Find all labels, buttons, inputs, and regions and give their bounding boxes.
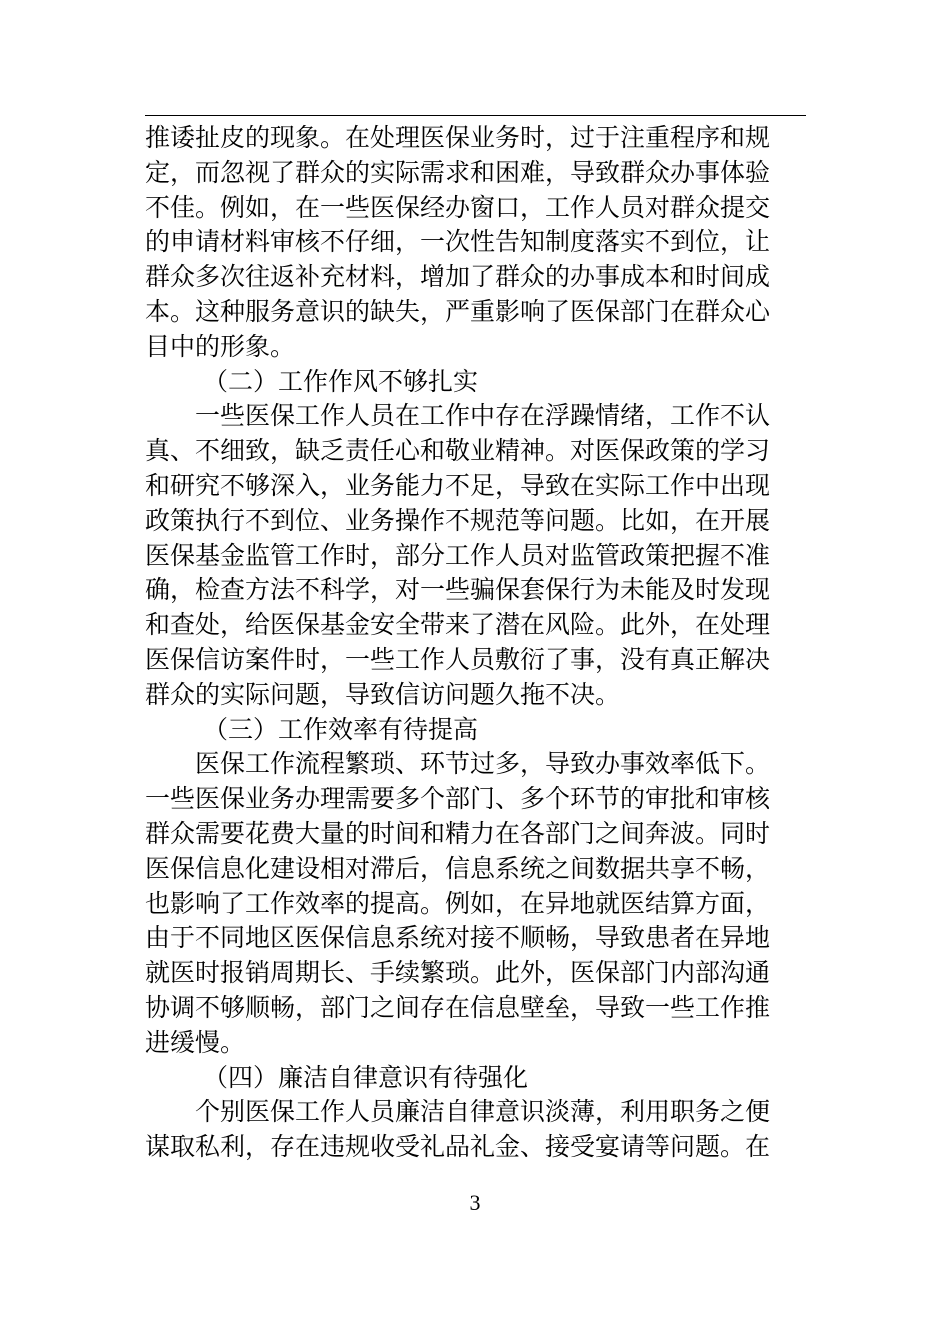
text-line: 目中的形象。	[145, 331, 296, 361]
text-line: 群众多次往返补充材料，增加了群众的办事成本和时间成	[145, 262, 771, 292]
text-line: 真、不细致，缺乏责任心和敬业精神。对医保政策的学习	[145, 436, 771, 466]
text-line: 医保信息化建设相对滞后，信息系统之间数据共享不畅，	[145, 853, 771, 883]
section-heading: （二）工作作风不够扎实	[203, 366, 479, 396]
document-body	[145, 121, 806, 1165]
header-rule	[145, 115, 806, 116]
text-line: 医保基金监管工作时，部分工作人员对监管政策把握不准	[145, 540, 771, 570]
text-line: 定，而忽视了群众的实际需求和困难，导致群众办事体验	[145, 157, 771, 187]
text-line: 确，检查方法不科学，对一些骗保套保行为未能及时发现	[145, 575, 771, 605]
page-number: 3	[469, 1190, 481, 1215]
text-line: 由于不同地区医保信息系统对接不顺畅，导致患者在异地	[145, 923, 771, 953]
text-line: 推诿扯皮的现象。在处理医保业务时，过于注重程序和规	[145, 123, 771, 152]
text-line: 医保信访案件时，一些工作人员敷衍了事，没有真正解决	[145, 644, 771, 674]
text-line: 群众需要花费大量的时间和精力在各部门之间奔波。同时	[145, 818, 771, 848]
text-line: 协调不够顺畅，部门之间存在信息壁垒，导致一些工作推	[145, 992, 771, 1022]
text-line: 本。这种服务意识的缺失，严重影响了医保部门在群众心	[145, 296, 771, 326]
text-line: 谋取私利，存在违规收受礼品礼金、接受宴请等问题。在	[145, 1132, 771, 1162]
text-line: 进缓慢。	[145, 1027, 246, 1057]
text-line: 和查处，给医保基金安全带来了潜在风险。此外，在处理	[145, 610, 771, 640]
text-line: 的申请材料审核不仔细，一次性告知制度落实不到位，让	[145, 227, 771, 257]
paragraph-first-line: 一些医保工作人员在工作中存在浮躁情绪，工作不认	[195, 401, 771, 431]
section-heading: （四）廉洁自律意识有待强化	[203, 1062, 529, 1092]
text-line: 就医时报销周期长、手续繁琐。此外，医保部门内部沟通	[145, 958, 771, 988]
text-line: 群众的实际问题，导致信访问题久拖不决。	[145, 679, 621, 709]
text-line: 和研究不够深入，业务能力不足，导致在实际工作中出现	[145, 470, 771, 500]
paragraph-first-line: 医保工作流程繁琐、环节过多，导致办事效率低下。	[195, 749, 771, 779]
text-line: 不佳。例如，在一些医保经办窗口，工作人员对群众提交	[145, 192, 771, 222]
section-heading: （三）工作效率有待提高	[203, 714, 479, 744]
text-line: 政策执行不到位、业务操作不规范等问题。比如，在开展	[145, 505, 771, 535]
paragraph-first-line: 个别医保工作人员廉洁自律意识淡薄，利用职务之便	[195, 1097, 771, 1127]
text-line: 也影响了工作效率的提高。例如，在异地就医结算方面，	[145, 888, 771, 918]
text-line: 一些医保业务办理需要多个部门、多个环节的审批和审核	[145, 784, 771, 814]
